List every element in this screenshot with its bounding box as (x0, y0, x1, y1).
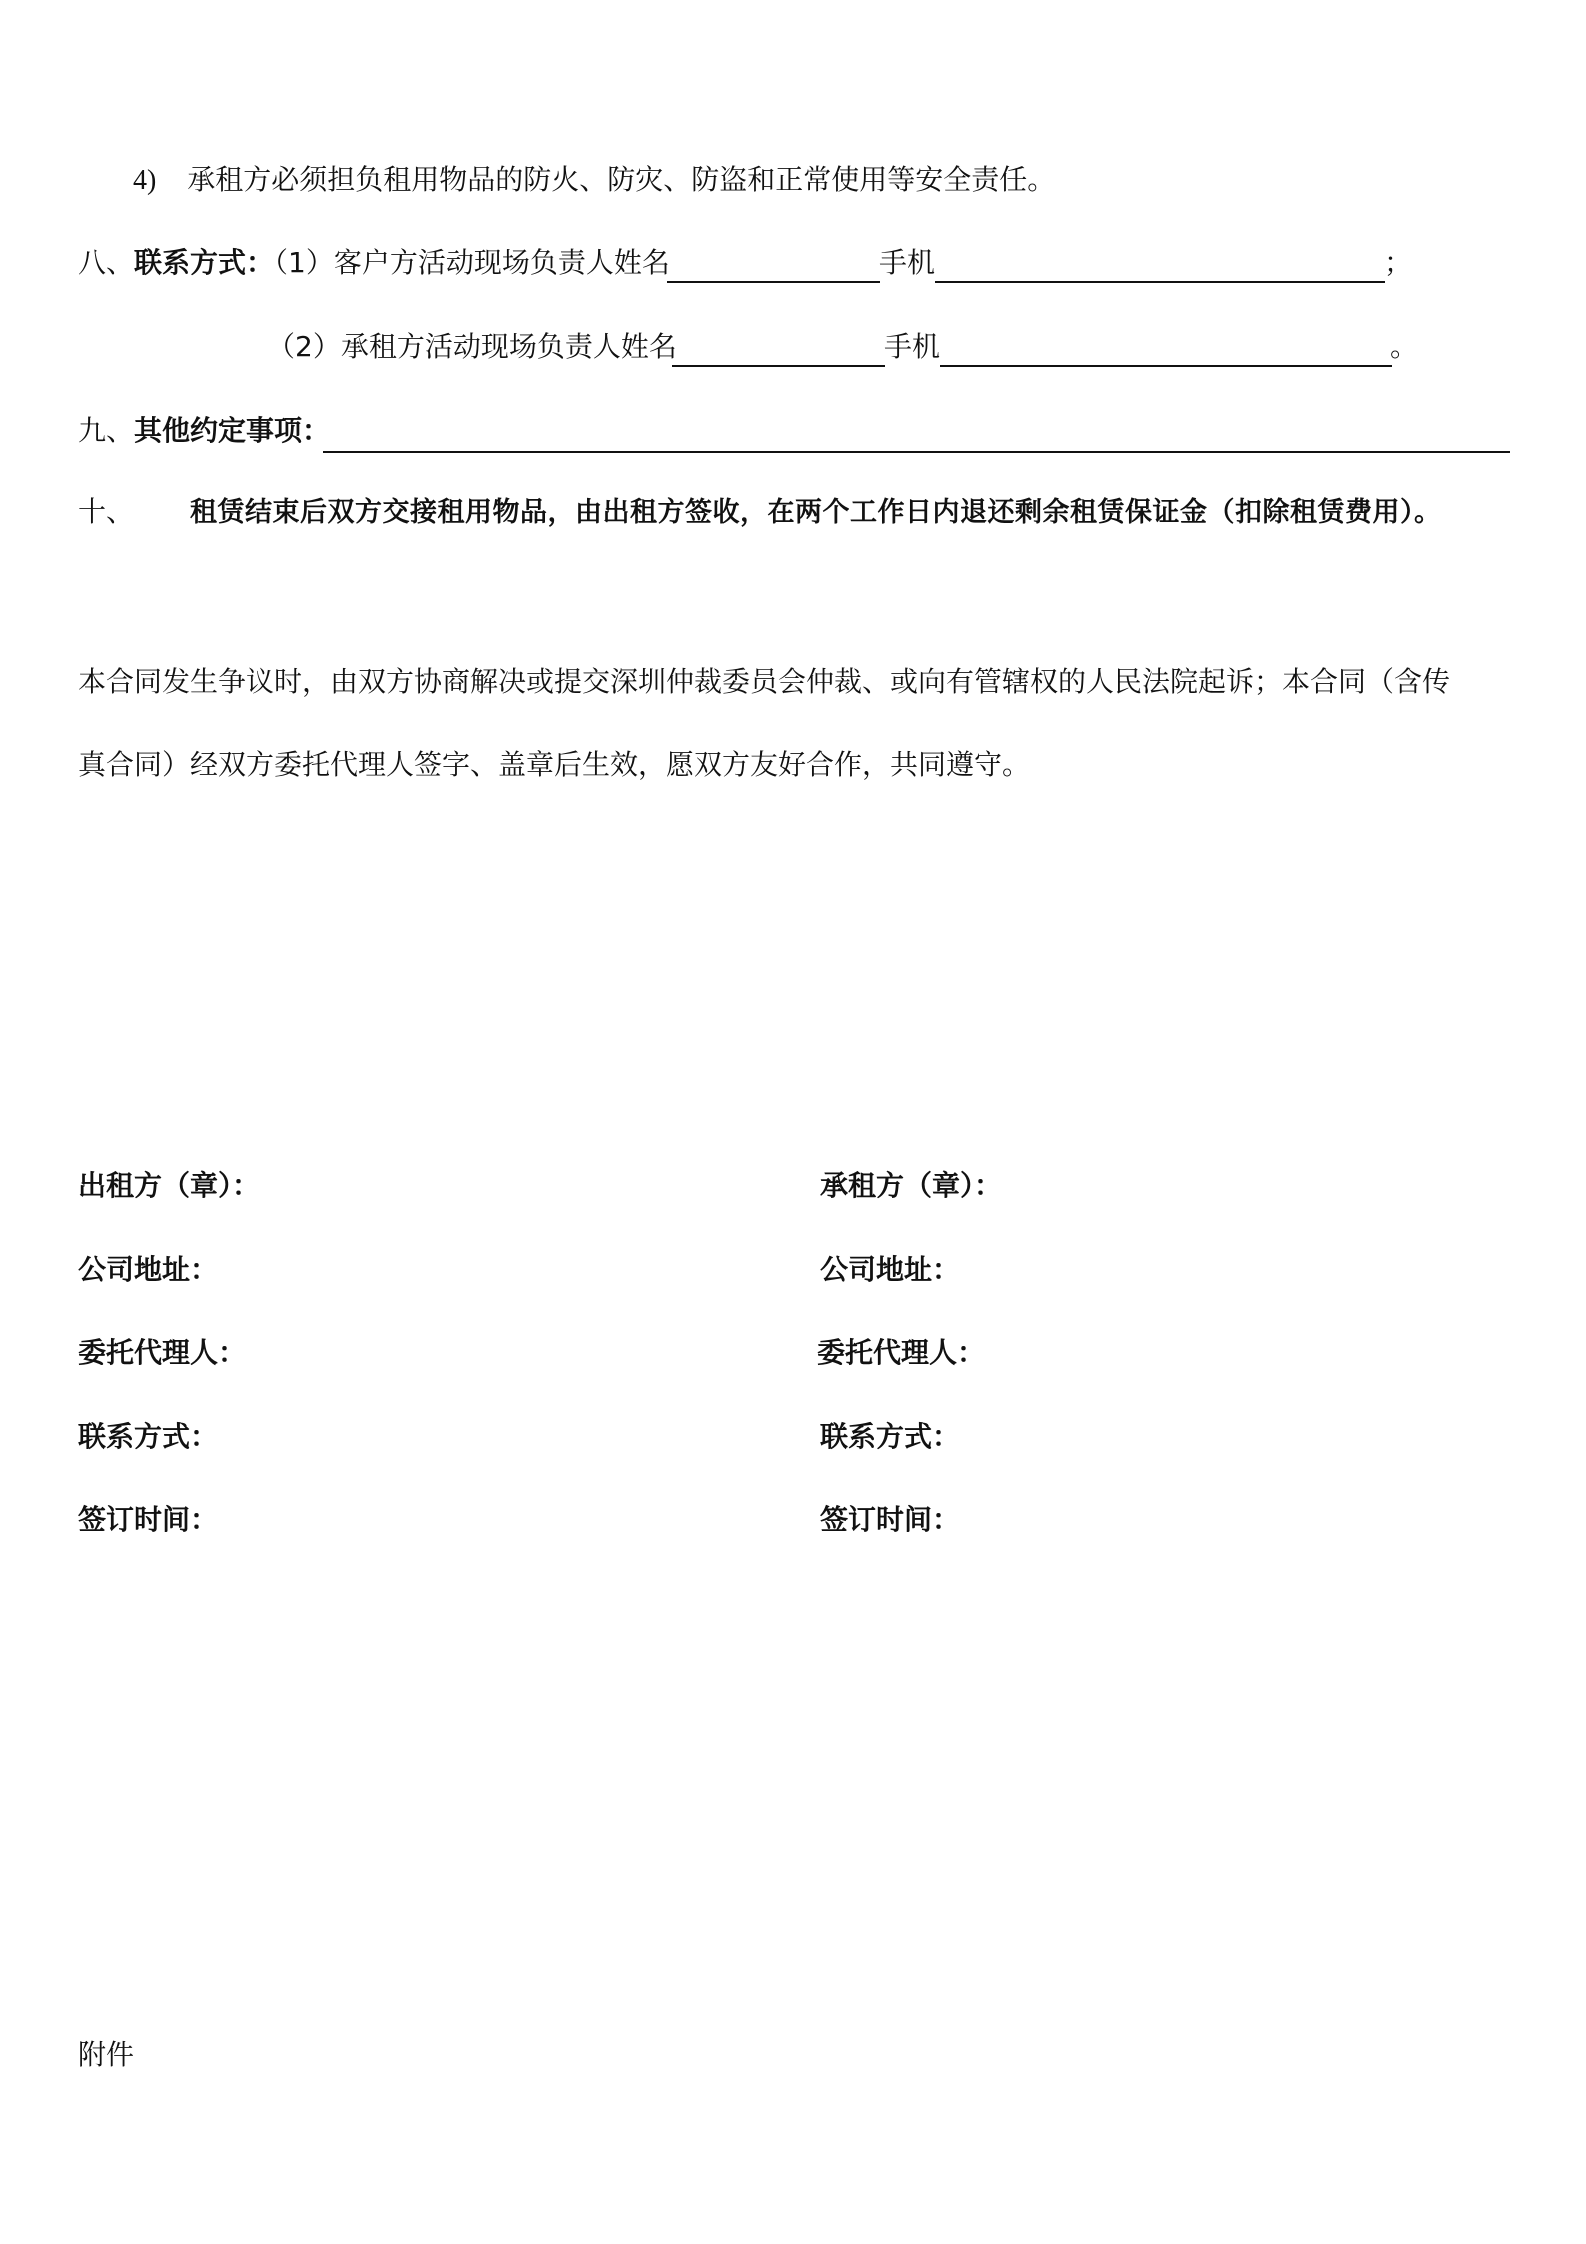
clause-item-4-number: 4) (133, 165, 157, 196)
other-heading: 其他约定事项： (134, 414, 331, 447)
attachment-label: 附件 (78, 2038, 135, 2071)
clause-item-4-text: 承租方必须担负租用物品的防火、防灾、防盗和正常使用等安全责任。 (187, 163, 1056, 196)
dispute-line-1: 本合同发生争议时，由双方协商解决或提交深圳仲裁委员会仲裁、或向有管辖权的人民法院起诉；本合同（含传 (78, 665, 1451, 698)
contact-heading: 联系方式： (134, 246, 275, 279)
client-phone-label: 手机 (879, 246, 936, 279)
client-name-blank[interactable] (667, 281, 880, 283)
lessor-date-label: 签订时间： (78, 1503, 219, 1536)
lessee-address-label: 公司地址： (820, 1253, 961, 1286)
clause-ten-prefix: 十、 (78, 497, 135, 528)
lessee-date-label: 签订时间： (820, 1503, 961, 1536)
dispute-line-2: 真合同）经双方委托代理人签字、盖章后生效，愿双方友好合作，共同遵守。 (78, 748, 1031, 781)
lessee-phone-label: 手机 (884, 330, 941, 363)
client-end-mark: ； (1384, 246, 1413, 279)
other-terms-blank[interactable] (323, 451, 1510, 453)
lessee-name-blank[interactable] (672, 365, 885, 367)
lessor-contact-label: 联系方式： (78, 1420, 219, 1453)
lessee-end-mark: 。 (1390, 330, 1419, 363)
lessee-party-label: 承租方（章）： (820, 1169, 1003, 1202)
lessee-contact-label: 联系方式： (820, 1420, 961, 1453)
clause-item-4 (133, 160, 1055, 201)
clause-ten-text: 租赁结束后双方交接租用物品，由出租方签收，在两个工作日内退还剩余租赁保证金（扣除租赁费用）。 (190, 497, 1442, 528)
client-name-label: （1）客户方活动现场负责人姓名 (274, 246, 670, 279)
contact-prefix: 八、 (78, 248, 135, 279)
client-phone-blank[interactable] (935, 281, 1385, 283)
lessor-agent-label: 委托代理人： (78, 1336, 247, 1369)
contact-line-1 (78, 243, 670, 284)
lessee-agent-label: 委托代理人： (817, 1336, 986, 1369)
lessee-name-label: （2）承租方活动现场负责人姓名 (267, 330, 677, 363)
lessor-party-label: 出租方（章）： (78, 1169, 261, 1202)
other-terms-line (78, 411, 330, 452)
lessee-phone-blank[interactable] (940, 365, 1392, 367)
other-prefix: 九、 (78, 416, 135, 447)
lessor-address-label: 公司地址： (78, 1253, 219, 1286)
